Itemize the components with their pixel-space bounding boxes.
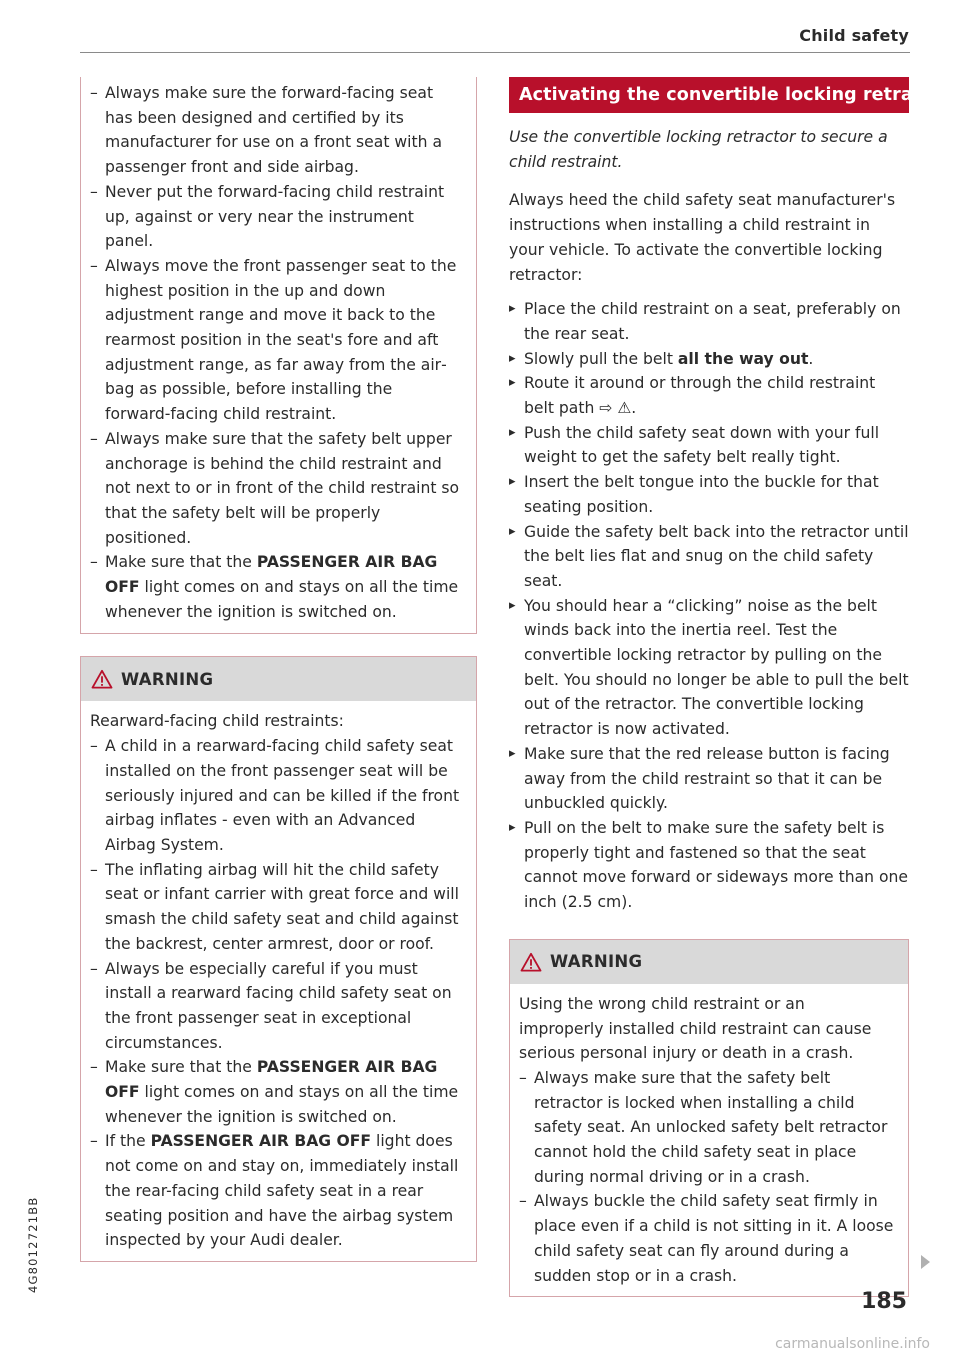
list-item: – Make sure that the PASSENGER AIR BAG OFF light comes on and stays on all the time whenever the ignition is switched on. <box>90 1055 462 1129</box>
warning-triangle-icon <box>520 952 542 972</box>
continue-arrow-icon <box>921 1255 930 1269</box>
step-item: ▸ Guide the safety belt back into the retractor until the belt lies flat and snug on the child safety seat. <box>509 520 909 594</box>
list-item: – Always be especially careful if you must install a rearward facing child safety seat on the front passenger seat in exceptional circumstances. <box>90 957 462 1056</box>
step-item: ▸ Route it around or through the child restraint belt path ⇨ ⚠. <box>509 371 909 420</box>
warning-header <box>81 657 476 701</box>
step-item: ▸ Insert the belt tongue into the buckle for that seating position. <box>509 470 909 519</box>
step-item: ▸ Push the child safety seat down with your full weight to get the safety belt really tight. <box>509 421 909 470</box>
warning-title: WARNING <box>121 669 214 689</box>
section-paragraph: Always heed the child safety seat manufacturer's instructions when installing a child restraint in your vehicle. To activate the convertible locking retractor: <box>509 191 896 284</box>
warning-header <box>510 940 908 984</box>
list-item: – Always make sure that the safety belt upper anchorage is behind the child restraint and not next to or in front of the child restraint so that the safety belt will be properly positioned. <box>90 427 462 551</box>
continuation-list <box>90 81 462 624</box>
list-item: – A child in a rearward-facing child safety seat installed on the front passenger seat will be seriously injured and can be killed if the front airbag inflates - even with an Advanced Airbag System. <box>90 734 462 858</box>
warning-box-rearward <box>80 656 477 1261</box>
list-item: – Always buckle the child safety seat firmly in place even if a child is not sitting in it. A loose child safety seat can fly around during a sudden stop or in a crash. <box>519 1189 894 1288</box>
step-item: ▸ Place the child restraint on a seat, preferably on the rear seat. <box>509 297 909 346</box>
list-item: – Make sure that the PASSENGER AIR BAG OFF light comes on and stays on all the time whenever the ignition is switched on. <box>90 550 462 624</box>
warning-intro: Rearward-facing child restraints: <box>90 712 344 731</box>
warning-continuation-box <box>80 77 477 634</box>
step-item: ▸ Make sure that the red release button is facing away from the child restraint so that it can be unbuckled quickly. <box>509 742 909 816</box>
instruction-steps <box>509 297 909 915</box>
warning-triangle-icon <box>91 669 113 689</box>
step-item: ▸ Slowly pull the belt all the way out. <box>509 347 909 372</box>
section-intro: Use the convertible locking retractor to secure a child restraint. <box>509 128 888 171</box>
warning-intro: Using the wrong child restraint or an improperly installed child restraint can cause serious personal injury or death in a crash. <box>519 994 872 1063</box>
warning-body <box>510 984 908 1296</box>
list-item: – Always make sure that the safety belt retractor is locked when installing a child safety seat. An unlocked safety belt retractor cannot hold the child safety seat in place during normal driving or in a crash. <box>519 1066 894 1190</box>
list-item: – Always move the front passenger seat to the highest position in the up and down adjustment range and move it back to the rearmost position in the seat's fore and aft adjustment range, as far away from the airbag as possible, before installing the forward-facing child restraint. <box>90 254 462 427</box>
step-item: ▸ Pull on the belt to make sure the safety belt is properly tight and fastened so that the seat cannot move forward or sideways more than one inch (2.5 cm). <box>509 816 909 915</box>
watermark: carmanualsonline.info <box>775 1336 930 1352</box>
warning-list <box>519 1066 894 1288</box>
running-header: Child safety <box>799 26 909 45</box>
list-item: – The inflating airbag will hit the child safety seat or infant carrier with great force and will smash the child safety seat and child against the backrest, center armrest, door or roof. <box>90 858 462 957</box>
right-column <box>509 77 953 1297</box>
warning-box-retractor <box>509 939 909 1297</box>
list-item: – Always make sure the forward-facing seat has been designed and certified by its manufacturer for use on a front seat with a passenger front and side airbag. <box>90 81 462 180</box>
list-item: – If the PASSENGER AIR BAG OFF light does not come on and stay on, immediately install the rear-facing child safety seat in a rear seating position and have the airbag system inspected by your Audi dealer. <box>90 1129 462 1253</box>
warning-body <box>81 701 476 1260</box>
document-code: 4G8012721BB <box>26 1196 40 1293</box>
section-heading: Activating the convertible locking retractor <box>509 77 909 113</box>
warning-list <box>90 734 462 1253</box>
left-column <box>80 77 477 1262</box>
page-number: 185 <box>861 1289 907 1314</box>
warning-title: WARNING <box>550 952 643 972</box>
step-item: ▸ You should hear a “clicking” noise as the belt winds back into the inertia reel. Test the convertible locking retractor by pulling on the belt. You should no longer be able to pull the belt out of the retractor. The convertible locking retractor is now activated. <box>509 594 909 742</box>
list-item: – Never put the forward-facing child restraint up, against or very near the instrument panel. <box>90 180 462 254</box>
header-rule <box>80 52 910 53</box>
